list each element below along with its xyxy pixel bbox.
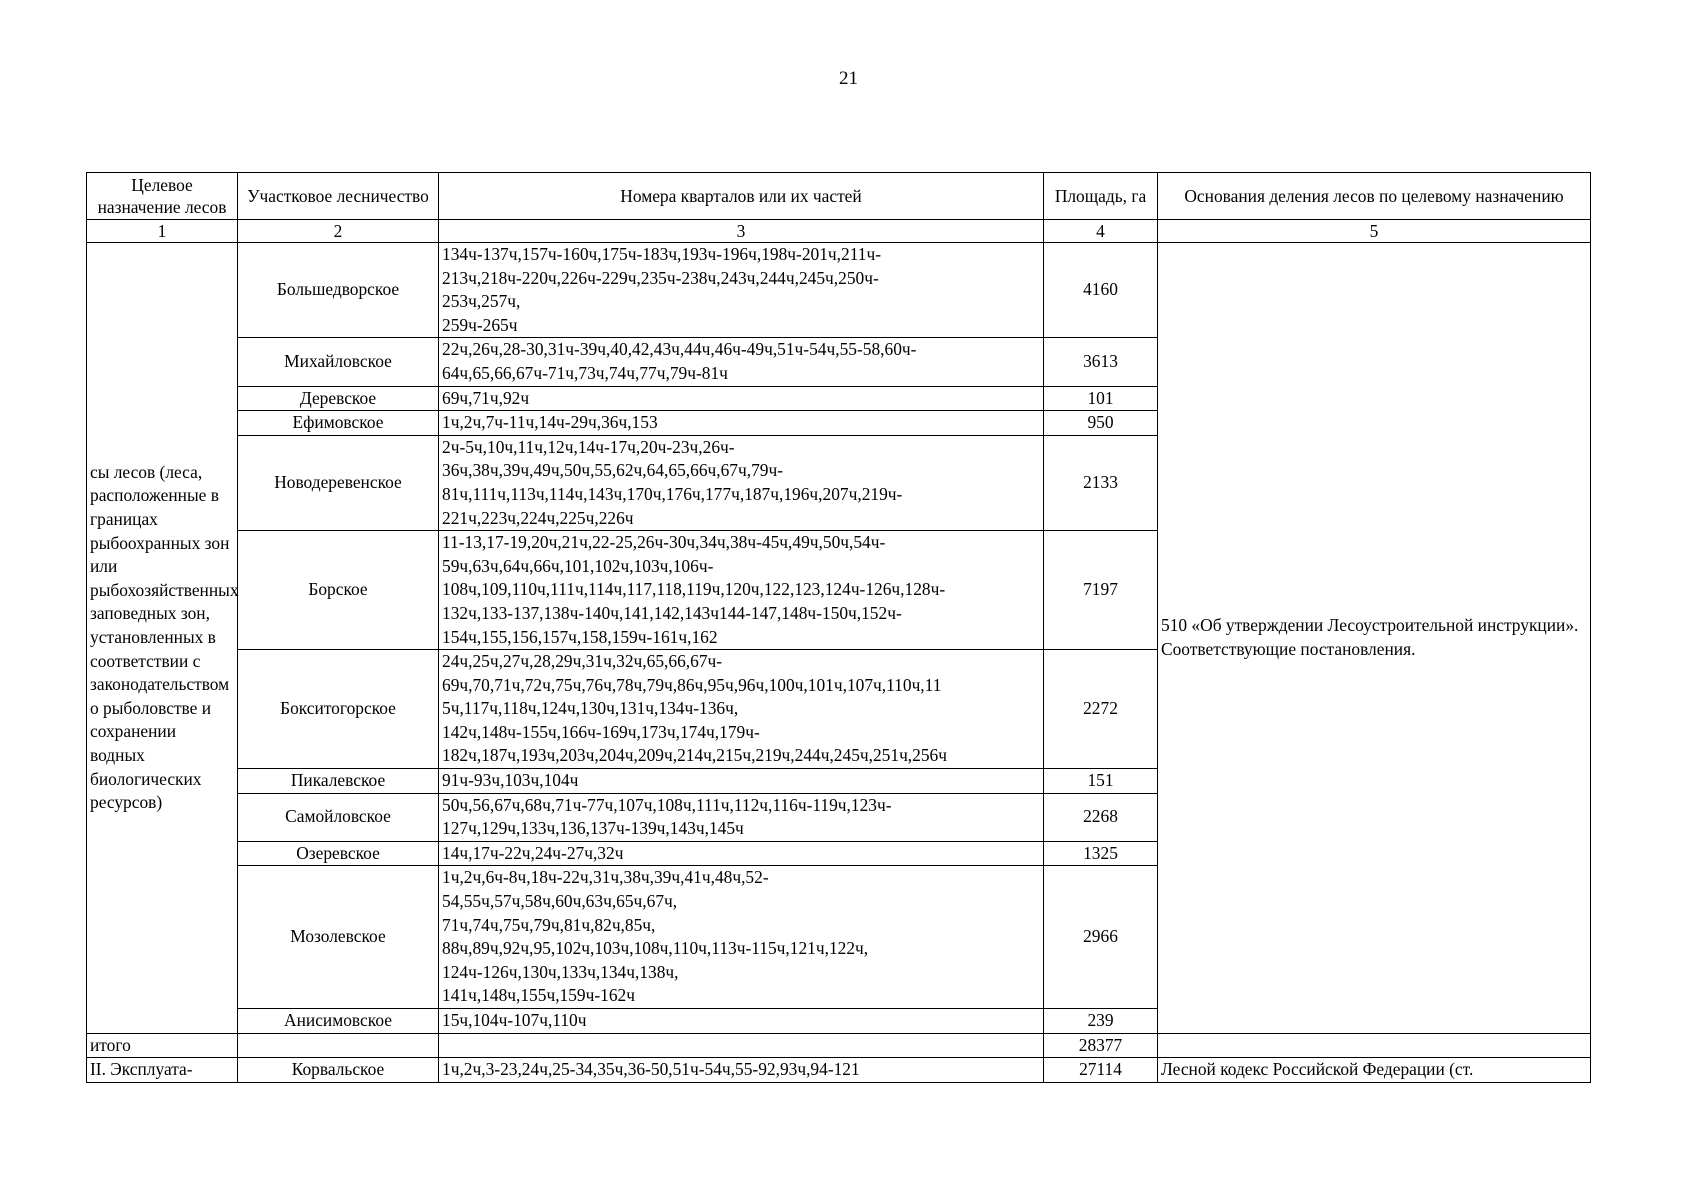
table-row <box>87 1058 1591 1083</box>
forestry-cell: Большедворское <box>238 243 439 338</box>
area-cell: 2268 <box>1044 793 1158 841</box>
forestry-cell: Самойловское <box>238 793 439 841</box>
area-cell: 101 <box>1044 386 1158 411</box>
forestry-cell: Мозолевское <box>238 866 439 1009</box>
area-cell: 950 <box>1044 411 1158 436</box>
header-row <box>87 173 1591 220</box>
forestry-cell: Борское <box>238 531 439 650</box>
forestry-cell: Деревское <box>238 386 439 411</box>
col-number: 3 <box>439 220 1044 243</box>
col-number: 4 <box>1044 220 1158 243</box>
header-purpose: Целевое назначение лесов <box>87 173 238 220</box>
basis-cell: 510 «Об утверждении Лесоустроительной инструкции». Соответствующие постановления. <box>1158 243 1591 1034</box>
total-label: итого <box>87 1033 238 1058</box>
table-row <box>87 243 1591 338</box>
total-area: 28377 <box>1044 1033 1158 1058</box>
area-cell: 7197 <box>1044 531 1158 650</box>
area-cell: 2133 <box>1044 435 1158 530</box>
quarters-cell: 134ч-137ч,157ч-160ч,175ч-183ч,193ч-196ч,198ч-201ч,211ч- 213ч,218ч-220ч,226ч-229ч,235ч-238ч,243ч,244ч,245ч,250ч- 253ч,257ч, 259ч-265ч <box>439 243 1044 338</box>
area-cell: 239 <box>1044 1009 1158 1034</box>
forestry-cell: Корвальское <box>238 1058 439 1083</box>
forest-purpose-table <box>86 172 1591 1083</box>
area-cell: 3613 <box>1044 338 1158 386</box>
forestry-cell: Михайловское <box>238 338 439 386</box>
column-number-row <box>87 220 1591 243</box>
header-quarters: Номера кварталов или их частей <box>439 173 1044 220</box>
quarters-cell: 11-13,17-19,20ч,21ч,22-25,26ч-30ч,34ч,38ч-45ч,49ч,50ч,54ч- 59ч,63ч,64ч,66ч,101,102ч,103ч,106ч- 108ч,109,110ч,111ч,114ч,117,118,119ч,120ч,122,123,124ч-126ч,128ч- 132ч,133-137,138ч-140ч,141,142,143ч144-147,148ч-150ч,152ч- 154ч,155,156,157ч,158,159ч-161ч,162 <box>439 531 1044 650</box>
purpose-cell: сы лесов (леса, расположенные в границах рыбоохранных зон или рыбохозяйственных заповедных зон, установленных в соответствии с законодательством о рыболовстве и сохранении водных биологических ресурсов) <box>87 243 238 1034</box>
area-cell: 2966 <box>1044 866 1158 1009</box>
forestry-cell: Новодеревенское <box>238 435 439 530</box>
header-area: Площадь, га <box>1044 173 1158 220</box>
forestry-cell: Бокситогорское <box>238 650 439 769</box>
quarters-cell: 2ч-5ч,10ч,11ч,12ч,14ч-17ч,20ч-23ч,26ч- 36ч,38ч,39ч,49ч,50ч,55,62ч,64,65,66ч,67ч,79ч- 81ч,111ч,113ч,114ч,143ч,170ч,176ч,177ч,187ч,196ч,207ч,219ч- 221ч,223ч,224ч,225ч,226ч <box>439 435 1044 530</box>
quarters-cell: 69ч,71ч,92ч <box>439 386 1044 411</box>
total-row <box>87 1033 1591 1058</box>
quarters-cell: 1ч,2ч,6ч-8ч,18ч-22ч,31ч,38ч,39ч,41ч,48ч,52- 54,55ч,57ч,58ч,60ч,63ч,65ч,67ч, 71ч,74ч,75ч,79ч,81ч,82ч,85ч, 88ч,89ч,92ч,95,102ч,103ч,108ч,110ч,113ч-115ч,121ч,122ч, 124ч-126ч,130ч,133ч,134ч,138ч, 141ч,148ч,155ч,159ч-162ч <box>439 866 1044 1009</box>
quarters-cell: 15ч,104ч-107ч,110ч <box>439 1009 1044 1034</box>
quarters-cell: 24ч,25ч,27ч,28,29ч,31ч,32ч,65,66,67ч- 69ч,70,71ч,72ч,75ч,76ч,78ч,79ч,86ч,95ч,96ч,100ч,101ч,107ч,110ч,11 5ч,117ч,118ч,124ч,130ч,131ч,134ч-136ч, 142ч,148ч-155ч,166ч-169ч,173ч,174ч,179ч- 182ч,187ч,193ч,203ч,204ч,209ч,214ч,215ч,219ч,244ч,245ч,251ч,256ч <box>439 650 1044 769</box>
purpose-cell: II. Эксплуата- <box>87 1058 238 1083</box>
quarters-cell: 1ч,2ч,7ч-11ч,14ч-29ч,36ч,153 <box>439 411 1044 436</box>
empty-cell <box>439 1033 1044 1058</box>
area-cell: 4160 <box>1044 243 1158 338</box>
page-number: 21 <box>839 68 858 89</box>
quarters-cell: 14ч,17ч-22ч,24ч-27ч,32ч <box>439 841 1044 866</box>
empty-cell <box>1158 1033 1591 1058</box>
forestry-cell: Анисимовское <box>238 1009 439 1034</box>
col-number: 2 <box>238 220 439 243</box>
quarters-cell: 1ч,2ч,3-23,24ч,25-34,35ч,36-50,51ч-54ч,55-92,93ч,94-121 <box>439 1058 1044 1083</box>
forestry-cell: Пикалевское <box>238 769 439 794</box>
header-forestry: Участковое лесничество <box>238 173 439 220</box>
area-cell: 151 <box>1044 769 1158 794</box>
col-number: 1 <box>87 220 238 243</box>
forestry-cell: Озеревское <box>238 841 439 866</box>
basis-cell: Лесной кодекс Российской Федерации (ст. <box>1158 1058 1591 1083</box>
header-basis: Основания деления лесов по целевому назначению <box>1158 173 1591 220</box>
area-cell: 2272 <box>1044 650 1158 769</box>
forestry-cell: Ефимовское <box>238 411 439 436</box>
area-cell: 27114 <box>1044 1058 1158 1083</box>
area-cell: 1325 <box>1044 841 1158 866</box>
quarters-cell: 50ч,56,67ч,68ч,71ч-77ч,107ч,108ч,111ч,112ч,116ч-119ч,123ч- 127ч,129ч,133ч,136,137ч-139ч,143ч,145ч <box>439 793 1044 841</box>
quarters-cell: 22ч,26ч,28-30,31ч-39ч,40,42,43ч,44ч,46ч-49ч,51ч-54ч,55-58,60ч- 64ч,65,66,67ч-71ч,73ч,74ч,77ч,79ч-81ч <box>439 338 1044 386</box>
quarters-cell: 91ч-93ч,103ч,104ч <box>439 769 1044 794</box>
empty-cell <box>238 1033 439 1058</box>
col-number: 5 <box>1158 220 1591 243</box>
